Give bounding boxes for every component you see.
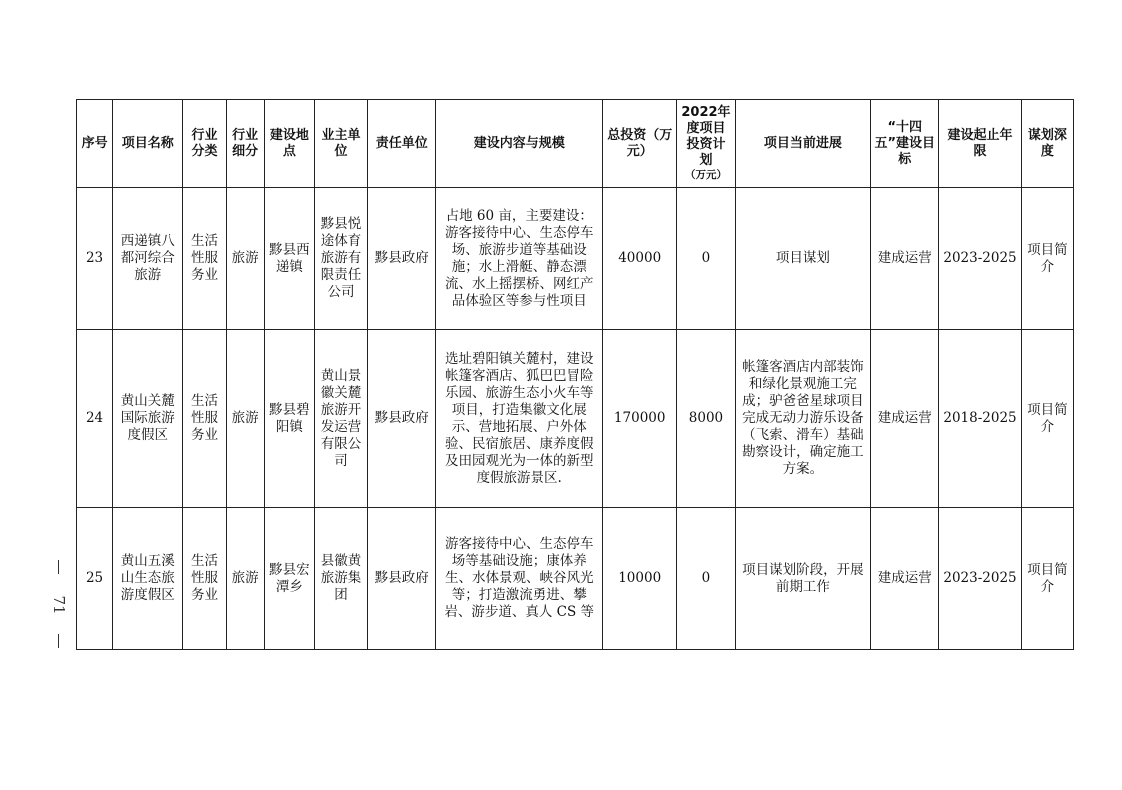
cell-location: 黟县宏潭乡: [264, 508, 314, 650]
cell-owner: 县徽黄旅游集团: [314, 508, 367, 650]
header-location: 建设地点: [264, 100, 314, 188]
cell-sub-industry: 旅游: [226, 330, 264, 508]
cell-plan-2022: 0: [677, 188, 735, 330]
cell-name: 西递镇八都河综合旅游: [113, 188, 183, 330]
header-years: 建设起止年限: [939, 100, 1021, 188]
header-sub-industry: 行业细分: [226, 100, 264, 188]
cell-seq: 23: [77, 188, 113, 330]
cell-target: 建成运营: [871, 508, 939, 650]
cell-sub-industry: 旅游: [226, 188, 264, 330]
cell-location: 黟县西递镇: [264, 188, 314, 330]
cell-plan-2022: 8000: [677, 330, 735, 508]
header-plan-2022: [677, 100, 735, 188]
page-number-dash-bottom: [58, 634, 59, 648]
cell-responsible: 黟县政府: [368, 330, 436, 508]
cell-industry: 生活性服务业: [183, 508, 226, 650]
cell-owner: 黄山景徽关麓旅游开发运营有限公司: [314, 330, 367, 508]
cell-seq: 24: [77, 330, 113, 508]
cell-progress: 项目谋划阶段，开展前期工作: [735, 508, 871, 650]
cell-industry: 生活性服务业: [183, 188, 226, 330]
page-number: [44, 560, 74, 650]
header-seq: 序号: [77, 100, 113, 188]
header-plan-2022-unit: （万元）: [684, 169, 727, 181]
cell-content: 占地 60 亩，主要建设：游客接待中心、生态停车场、旅游步道等基础设施；水上滑艇、静态漂流、水上摇摆桥、网红产品体验区等参与性项目: [436, 188, 603, 330]
cell-progress: 项目谋划: [735, 188, 871, 330]
cell-years: 2018-2025: [939, 330, 1021, 508]
cell-depth: 项目简介: [1021, 188, 1073, 330]
table-row: [77, 188, 1074, 330]
header-responsible: 责任单位: [368, 100, 436, 188]
header-plan-2022-label: 2022年度项目投资计划: [681, 105, 731, 168]
cell-sub-industry: 旅游: [226, 508, 264, 650]
cell-plan-2022: 0: [677, 508, 735, 650]
cell-responsible: 黟县政府: [368, 188, 436, 330]
table-row: [77, 508, 1074, 650]
cell-location: 黟县碧阳镇: [264, 330, 314, 508]
header-industry: 行业分类: [183, 100, 226, 188]
cell-owner: 黟县悦途体育旅游有限责任公司: [314, 188, 367, 330]
cell-depth: 项目简介: [1021, 508, 1073, 650]
cell-seq: 25: [77, 508, 113, 650]
cell-depth: 项目简介: [1021, 330, 1073, 508]
project-table: [76, 99, 1074, 650]
header-total-invest: 总投资（万元）: [603, 100, 677, 188]
cell-target: 建成运营: [871, 188, 939, 330]
cell-content: 游客接待中心、生态停车场等基础设施；康体养生、水体景观、峡谷风光等；打造激流勇进、攀岩、游步道、真人 CS 等: [436, 508, 603, 650]
page-number-dash-top: [58, 560, 59, 574]
cell-responsible: 黟县政府: [368, 508, 436, 650]
cell-content: 选址碧阳镇关麓村，建设帐篷客酒店、狐巴巴冒险乐园、旅游生态小火车等项目，打造集徽文化展示、营地拓展、户外体验、民宿旅居、康养度假及田园观光为一体的新型度假旅游景区.: [436, 330, 603, 508]
header-progress: 项目当前进展: [735, 100, 871, 188]
cell-total-invest: 40000: [603, 188, 677, 330]
header-owner: 业主单位: [314, 100, 367, 188]
header-name: 项目名称: [113, 100, 183, 188]
cell-years: 2023-2025: [939, 188, 1021, 330]
cell-total-invest: 170000: [603, 330, 677, 508]
header-content: 建设内容与规模: [436, 100, 603, 188]
cell-target: 建成运营: [871, 330, 939, 508]
page-number-text: 71: [50, 595, 68, 615]
cell-name: 黄山五溪山生态旅游度假区: [113, 508, 183, 650]
cell-years: 2023-2025: [939, 508, 1021, 650]
table-row: [77, 330, 1074, 508]
cell-total-invest: 10000: [603, 508, 677, 650]
header-depth: 谋划深度: [1021, 100, 1073, 188]
cell-industry: 生活性服务业: [183, 330, 226, 508]
cell-name: 黄山关麓国际旅游度假区: [113, 330, 183, 508]
header-target: “十四五”建设目标: [871, 100, 939, 188]
cell-progress: 帐篷客酒店内部装饰和绿化景观施工完成；驴爸爸星球项目完成无动力游乐设备（飞索、滑车）基础勘察设计，确定施工方案。: [735, 330, 871, 508]
header-row: [77, 100, 1074, 188]
